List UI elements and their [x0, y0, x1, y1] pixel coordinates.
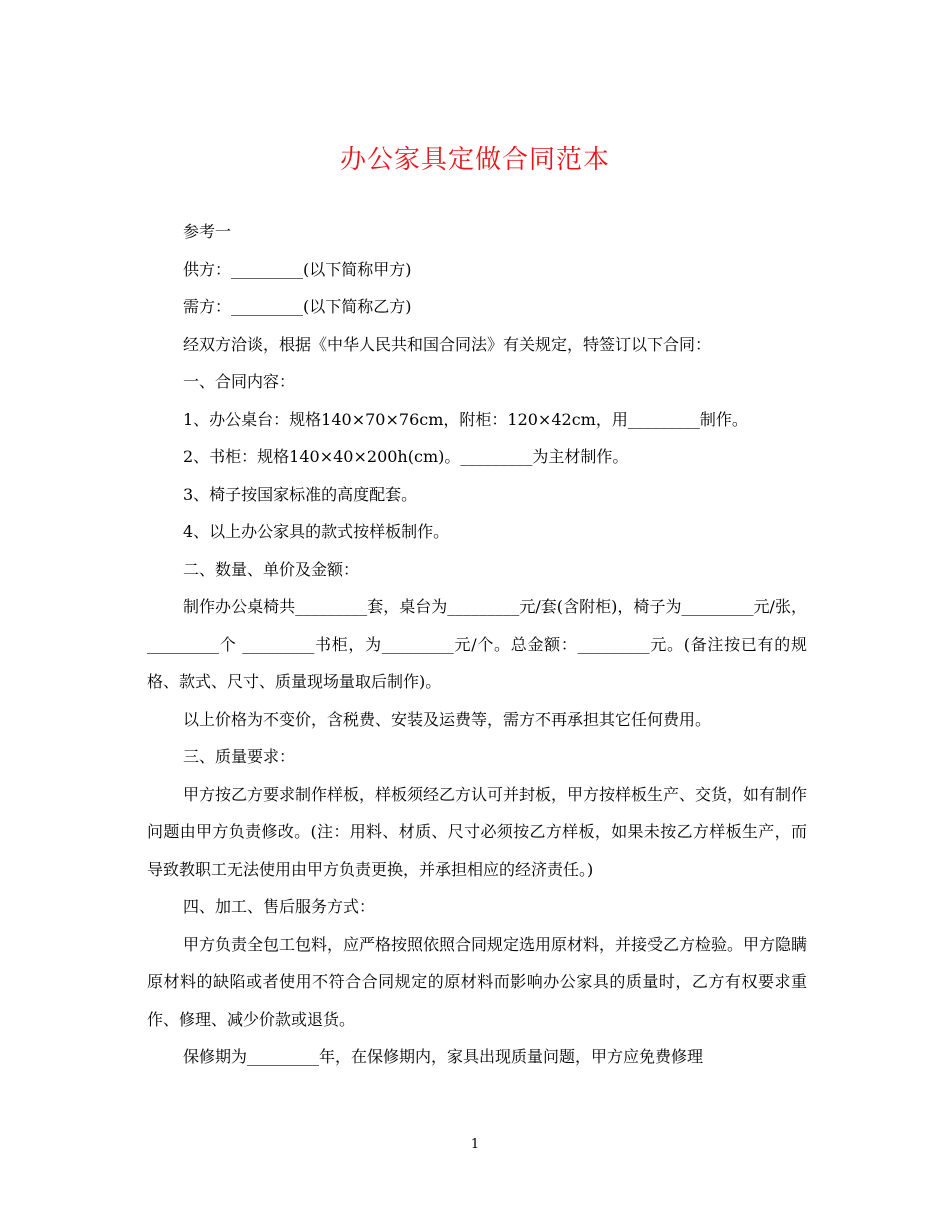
paragraph-item-bookcase: 2、书柜：规格140×40×200h(cm)。_________为主材制作。: [183, 447, 629, 466]
paragraph-materials: 甲方负责全包工包料，应严格按照依照合同规定选用原材料，并接受乙方检验。甲方隐瞒原材料的缺陷或者使用不符合合同规定的原材料而影响办公家具的质量时，乙方有权要求重作、修理、减少价款或退货。: [147, 934, 808, 1029]
paragraph-quantity-price: 制作办公桌椅共_________套，桌台为_________元/套(含附柜)，椅子为_________元/张，_________个 _________书柜，为_________元/个。总金额：_________元。(备注按已有的规格、款式、尺寸、质量现场量取后制作)。: [147, 597, 807, 691]
paragraph-item-desk: 1、办公桌台：规格140×70×76cm，附柜：120×42cm，用_________制作。: [183, 409, 748, 429]
paragraph-item-chair: 3、椅子按国家标准的高度配套。: [183, 484, 418, 504]
paragraph-supplier: 供方：_________(以下简称甲方): [183, 259, 412, 279]
paragraph-buyer: 需方：_________(以下简称乙方): [183, 297, 412, 316]
document-body: [147, 213, 807, 1076]
paragraph-warranty: 保修期为_________年，在保修期内，家具出现质量问题，甲方应免费修理: [183, 1047, 704, 1066]
paragraph-preamble: 经双方洽谈，根据《中华人民共和国合同法》有关规定，特签订以下合同：: [183, 334, 712, 354]
section-heading-quality: 三、质量要求：: [183, 747, 296, 766]
page-number: 1: [470, 1137, 480, 1152]
paragraph-item-style: 4、以上办公家具的款式按样板制作。: [183, 522, 450, 541]
section-heading-contents: 一、合同内容：: [183, 372, 296, 391]
paragraph-reference: 参考一: [183, 222, 232, 241]
section-heading-quantity: 二、数量、单价及金额：: [183, 559, 360, 579]
section-heading-service: 四、加工、售后服务方式：: [183, 897, 376, 916]
document-title: 办公家具定做合同范本: [339, 145, 610, 175]
paragraph-quality: 甲方按乙方要求制作样板，样板须经乙方认可并封板，甲方按样板生产、交货，如有制作问题由甲方负责修改。(注：用料、材质、尺寸必须按乙方样板，如果未按乙方样板生产，而导致教职工无法使用由甲方负责更换，并承担相应的经济责任。): [147, 784, 808, 879]
paragraph-fixed-price: 以上价格为不变价，含税费、安装及运费等，需方不再承担其它任何费用。: [183, 709, 712, 729]
